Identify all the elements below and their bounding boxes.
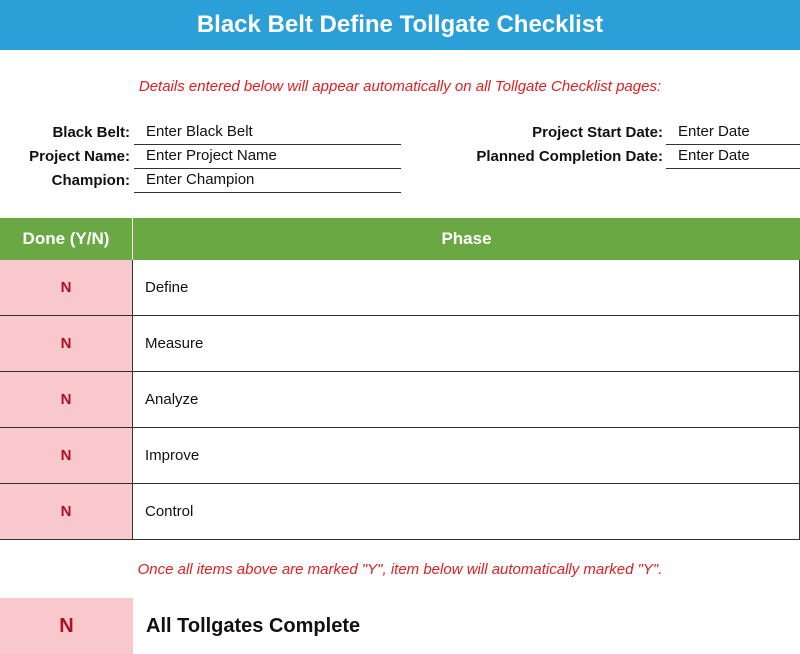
- black-belt-label: Black Belt:: [52, 124, 130, 141]
- done-cell-define[interactable]: N: [0, 260, 133, 315]
- planned-completion-date-field[interactable]: Enter Date: [666, 145, 800, 169]
- table-row: [0, 260, 800, 316]
- done-cell-analyze[interactable]: N: [0, 372, 133, 427]
- project-name-label: Project Name:: [29, 148, 130, 165]
- table-row: [0, 372, 800, 428]
- black-belt-field[interactable]: Enter Black Belt: [134, 121, 401, 145]
- table-row: [0, 484, 800, 540]
- project-name-field[interactable]: Enter Project Name: [134, 145, 401, 169]
- table-header: [0, 218, 800, 260]
- done-cell-control[interactable]: N: [0, 484, 133, 539]
- champion-field[interactable]: Enter Champion: [134, 169, 401, 193]
- champion-label: Champion:: [51, 172, 130, 189]
- table-row: [0, 316, 800, 372]
- all-tollgates-label: All Tollgates Complete: [146, 614, 361, 637]
- phase-cell-measure: Measure: [133, 316, 800, 371]
- done-column-header: Done (Y/N): [0, 218, 133, 260]
- all-tollgates-row: [0, 598, 800, 654]
- all-tollgates-done-cell: N: [0, 598, 133, 654]
- project-start-date-field[interactable]: Enter Date: [666, 121, 800, 145]
- phase-cell-define: Define: [133, 260, 800, 315]
- planned-completion-date-label: Planned Completion Date:: [476, 148, 663, 165]
- page-title-bar: [0, 0, 800, 50]
- phase-cell-control: Control: [133, 484, 800, 539]
- table-row: [0, 428, 800, 484]
- done-cell-measure[interactable]: N: [0, 316, 133, 371]
- phase-checklist-table: [0, 218, 800, 540]
- done-cell-improve[interactable]: N: [0, 428, 133, 483]
- phase-cell-improve: Improve: [133, 428, 800, 483]
- auto-fill-note: Details entered below will appear automatically on all Tollgate Checklist pages:: [138, 78, 662, 95]
- phase-column-header: Phase: [441, 229, 492, 248]
- auto-complete-note: Once all items above are marked "Y", item below will automatically marked "Y".: [137, 561, 663, 578]
- page-title: Black Belt Define Tollgate Checklist: [196, 11, 604, 38]
- project-start-date-label: Project Start Date:: [532, 124, 663, 141]
- phase-cell-analyze: Analyze: [133, 372, 800, 427]
